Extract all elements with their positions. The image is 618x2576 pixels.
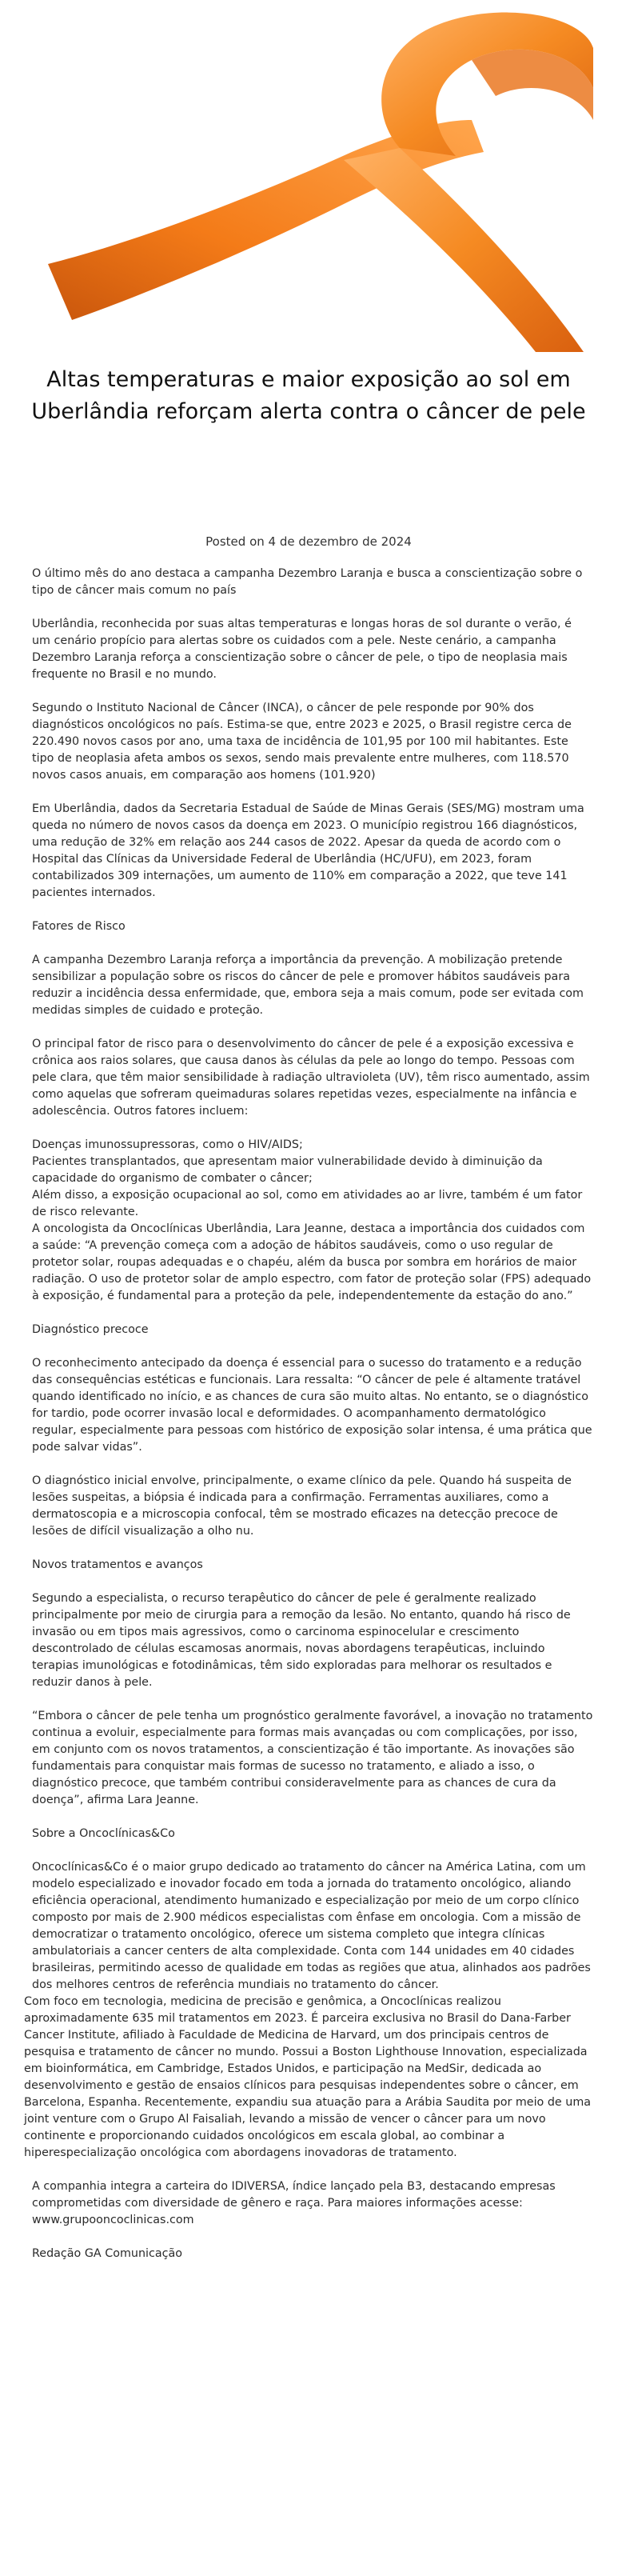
article-body <box>24 566 593 2262</box>
list-item: Pacientes transplantados, que apresentam maior vulnerabilidade devido à diminuição da capacidade do organismo de combater o câncer; <box>32 1155 543 1185</box>
article-credit: Redação GA Comunicação <box>32 2247 182 2260</box>
paragraph: Com foco em tecnologia, medicina de precisão e genômica, a Oncoclínicas realizou aproximadamente 635 mil tratamentos em 2023. É parceira exclusiva no Brasil do Dana-Farber Cancer Institute, afiliado à Faculdade de Medicina de Harvard, um dos principais centros de pesquisa e tratamento de câncer no mundo. Possui a Boston Lighthouse Innovation, especializada em bioinformática, em Cambridge, Estados Unidos, e participação na MedSir, dedicada ao desenvolvimento e gestão de ensaios clínicos para pesquisas independentes sobre o câncer, em Barcelona, Espanha. Recentemente, expandiu sua atuação para a Arábia Saudita por meio de uma joint venture com o Grupo Al Faisaliah, levando a missão de vencer o câncer para um novo continente e proporcionando cuidados oncológicos em escala global, ao combinar a hiperespecialização oncológica com abordagens inovadoras de tratamento. <box>24 1995 592 2159</box>
section-heading-fatores: Fatores de Risco <box>32 920 126 933</box>
section-heading-sobre: Sobre a Oncoclínicas&Co <box>32 1827 175 1840</box>
list-item: Doenças imunossupressoras, como o HIV/AIDS; <box>32 1138 303 1151</box>
paragraph: A campanha Dezembro Laranja reforça a importância da prevenção. A mobilização pretende sensibilizar a população sobre os riscos do câncer de pele e promover hábitos saudáveis para reduzir a incidência dessa enfermidade, que, embora seja a mais comum, pode ser evitada com medidas simples de cuidado e proteção. <box>32 954 584 1017</box>
paragraph: O reconhecimento antecipado da doença é essencial para o sucesso do tratamento e a redução das consequências estéticas e funcionais. Lara ressalta: “O câncer de pele é altamente tratável quando identificado no início, e as chances de cura são muito altas. No entanto, se o diagnóstico for tardio, pode ocorrer invasão local e deformidades. O acompanhamento dermatológico regular, especialmente para pessoas com histórico de exposição solar intensa, é uma prática que pode salvar vidas”. <box>32 1357 592 1454</box>
paragraph: O diagnóstico inicial envolve, principalmente, o exame clínico da pele. Quando há suspeita de lesões suspeitas, a biópsia é indicada para a confirmação. Ferramentas auxiliares, como a dermatoscopia e a microscopia confocal, têm se mostrado eficazes na detecção precoce de lesões de difícil visualização a olho nu. <box>32 1474 572 1538</box>
paragraph: Oncoclínicas&Co é o maior grupo dedicado ao tratamento do câncer na América Latina, com um modelo especializado e inovador focado em toda a jornada do tratamento oncológico, aliando eficiência operacional, atendimento humanizado e especialização por meio de um corpo clínico composto por mais de 2.900 médicos especialistas com ênfase em oncologia. Com a missão de democratizar o tratamento oncológico, oferece um sistema completo que integra clínicas ambulatoriais a cancer centers de alta complexidade. Conta com 144 unidades em 40 cidades brasileiras, permitindo acesso de qualidade em todas as regiões que atua, alinhados aos padrões dos melhores centros de referência mundiais no tratamento do câncer. <box>32 1861 591 1991</box>
section-heading-diagnostico: Diagnóstico precoce <box>32 1323 149 1336</box>
paragraph: Segundo a especialista, o recurso terapêutico do câncer de pele é geralmente realizado principalmente por meio de cirurgia para a remoção da lesão. No entanto, quando há risco de invasão ou em tipos mais agressivos, como o carcinoma espinocelular e crescimento descontrolado de células escamosas anormais, novas abordagens terapêuticas, incluindo terapias imunológicas e fotodinâmicas, têm sido exploradas para melhorar os resultados e reduzir danos à pele. <box>32 1592 571 1689</box>
section-heading-novos: Novos tratamentos e avanços <box>32 1558 203 1571</box>
hero-image <box>24 0 593 352</box>
paragraph: Em Uberlândia, dados da Secretaria Estadual de Saúde de Minas Gerais (SES/MG) mostram uma queda no número de novos casos da doença em 2023. O município registrou 166 diagnósticos, uma redução de 32% em relação aos 244 casos de 2022. Apesar da queda de acordo com o Hospital das Clínicas da Universidade Federal de Uberlândia (HC/UFU), em 2023, foram contabilizados 309 internações, um aumento de 110% em comparação a 2022, que teve 141 pacientes internados. <box>32 802 584 899</box>
list-item: Além disso, a exposição ocupacional ao sol, como em atividades ao ar livre, também é um fator de risco relevante. <box>32 1189 583 1218</box>
post-date: Posted on 4 de dezembro de 2024 <box>205 534 412 549</box>
page-title: Altas temperaturas e maior exposição ao sol em Uberlândia reforçam alerta contra o câncer de pele <box>31 367 586 424</box>
orange-ribbon-icon <box>24 0 593 352</box>
paragraph: Uberlândia, reconhecida por suas altas temperaturas e longas horas de sol durante o verão, é um cenário propício para alertas sobre os cuidados com a pele. Neste cenário, a campanha Dezembro Laranja reforça a conscientização sobre o câncer de pele, o tipo de neoplasia mais frequente no Brasil e no mundo. <box>32 618 572 681</box>
paragraph: O principal fator de risco para o desenvolvimento do câncer de pele é a exposição excessiva e crônica aos raios solares, que causa danos às células da pele ao longo do tempo. Pessoas com pele clara, que têm maior sensibilidade à radiação ultravioleta (UV), têm risco aumentado, assim como aquelas que sofreram queimaduras solares repetidas vezes, especialmente na infância e adolescência. Outros fatores incluem: <box>32 1038 590 1118</box>
paragraph: “Embora o câncer de pele tenha um prognóstico geralmente favorável, a inovação no tratamento continua a evoluir, especialmente para formas mais avançadas ou com complicações, por isso, em conjunto com os novos tratamentos, a conscientização é tão importante. As inovações são fundamentais para conquistar mais formas de sucesso no tratamento, e aliado a isso, o diagnóstico precoce, que também contribui consideravelmente para as chances de cura da doença”, afirma Lara Jeanne. <box>32 1710 593 1806</box>
paragraph: A companhia integra a carteira do IDIVERSA, índice lançado pela B3, destacando empresas comprometidas com diversidade de gênero e raça. Para maiores informações acesse: www.grupooncoclinicas.com <box>32 2180 556 2226</box>
paragraph: Segundo o Instituto Nacional de Câncer (INCA), o câncer de pele responde por 90% dos diagnósticos oncológicos no país. Estima-se que, entre 2023 e 2025, o Brasil registre cerca de 220.490 novos casos por ano, uma taxa de incidência de 101,95 por 100 mil habitantes. Este tipo de neoplasia afeta ambos os sexos, sendo mais prevalente entre mulheres, com 118.570 novos casos anuais, em comparação aos homens (101.920) <box>32 702 572 782</box>
article-intro: O último mês do ano destaca a campanha Dezembro Laranja e busca a conscientização sobre o tipo de câncer mais comum no país <box>32 567 583 597</box>
paragraph: A oncologista da Oncoclínicas Uberlândia, Lara Jeanne, destaca a importância dos cuidados com a saúde: “A prevenção começa com a adoção de hábitos saudáveis, como o uso regular de protetor solar, roupas adequadas e o chapéu, além da busca por sombra em horários de maior radiação. O uso de protetor solar de amplo espectro, com fator de proteção solar (FPS) adequado à exposição, é fundamental para a proteção da pele, independentemente da estação do ano.” <box>32 1222 592 1302</box>
